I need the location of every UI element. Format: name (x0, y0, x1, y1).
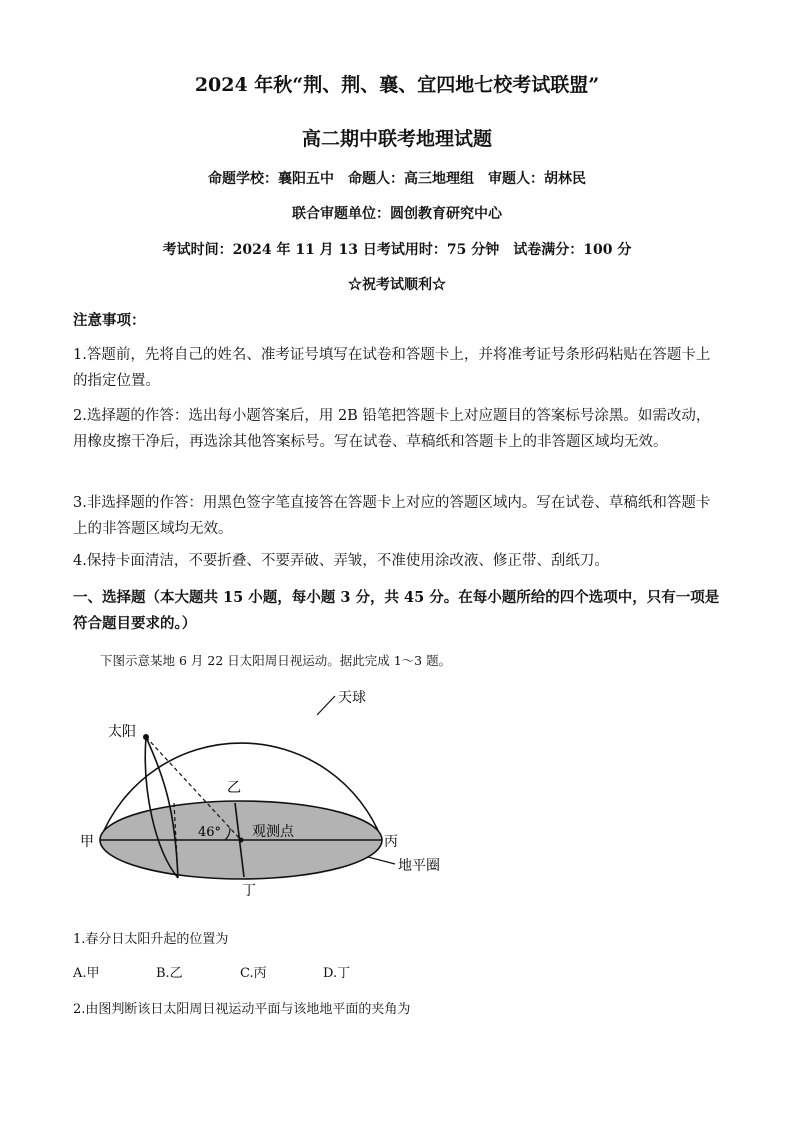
note-item-4: 4.保持卡面清洁，不要折叠、不要弄破、弄皱，不准使用涂改液、修正带、刮纸刀。 (73, 553, 609, 569)
sun-point (143, 734, 149, 740)
label-bing: 丙 (384, 834, 398, 850)
blessing-line: ☆祝考试顺利☆ (348, 277, 446, 293)
label-jia: 甲 (80, 834, 94, 850)
note-item-1: 1.答题前，先将自己的姓名、准考证号填写在试卷和答题卡上，并将准考证号条形码粘贴在答题卡上的指定位置。 (73, 347, 711, 389)
question-1-option-d: D.丁 (323, 966, 351, 981)
label-sky: 天球 (338, 690, 366, 706)
sky-leader-line (317, 696, 335, 715)
exam-info-line: 考试时间：2024 年 11 月 13 日考试用时：75 分钟 试卷满分：100 分 (162, 242, 632, 258)
label-sun: 太阳 (108, 724, 136, 740)
question-1-option-a: A.甲 (73, 966, 100, 981)
exam-subtitle: 高二期中联考地理试题 (301, 128, 492, 150)
review-unit-line: 联合审题单位：圆创教育研究中心 (292, 206, 502, 222)
celestial-sphere-diagram (70, 680, 470, 910)
observer-point (239, 838, 244, 843)
notes-heading: 注意事项： (73, 312, 146, 329)
horizon-leader-line (368, 857, 395, 864)
author-line: 命题学校：襄阳五中 命题人：高三地理组 审题人：胡林民 (208, 171, 586, 187)
question-1-option-b: B.乙 (156, 966, 183, 981)
exam-title: 2024 年秋“荆、荆、襄、宜四地七校考试联盟” (194, 74, 600, 96)
label-yi: 乙 (227, 780, 241, 796)
label-ding: 丁 (242, 883, 256, 899)
label-horizon: 地平圈 (398, 858, 440, 874)
question-2-stem: 2.由图判断该日太阳周日视运动平面与该地地平面的夹角为 (73, 1002, 411, 1017)
label-angle: 46° (198, 825, 222, 840)
figure-intro: 下图示意某地 6 月 22 日太阳周日视运动。据此完成 1～3 题。 (100, 653, 452, 668)
question-1-stem: 1.春分日太阳升起的位置为 (73, 932, 229, 947)
section-heading: 一、选择题（本大题共 15 小题，每小题 3 分，共 45 分。在每小题所给的四个选项中，只有一项是符合题目要求的。） (73, 589, 720, 632)
label-observer: 观测点 (252, 824, 294, 840)
question-1-option-c: C.丙 (240, 966, 267, 981)
note-item-3: 3.非选择题的作答：用黑色签字笔直接答在答题卡上对应的答题区域内。写在试卷、草稿纸和答题卡上的非答题区域均无效。 (73, 495, 711, 537)
note-item-2: 2.选择题的作答：选出每小题答案后，用 2B 铅笔把答题卡上对应题目的答案标号涂黑。如需改动，用橡皮擦干净后，再选涂其他答案标号。写在试卷、草稿纸和答题卡上的非答题区域均无效。 (73, 408, 711, 450)
